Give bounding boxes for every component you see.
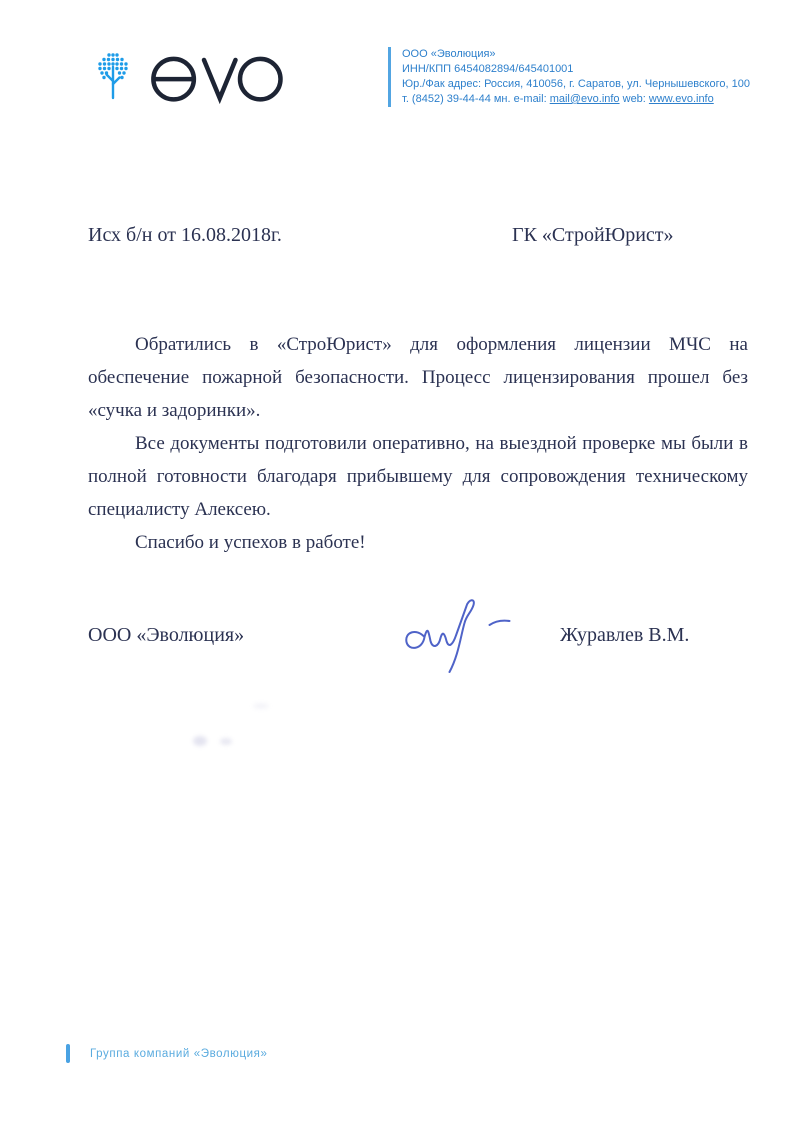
contact-phone-prefix: т. (8452) 39-44-44 мн. e-mail: bbox=[402, 93, 550, 105]
evo-logo bbox=[92, 50, 285, 106]
website-link[interactable]: www.evo.info bbox=[648, 93, 714, 105]
footer bbox=[66, 1044, 267, 1063]
contact-web-label: web: bbox=[619, 93, 649, 105]
footer-group-name: Группа компаний «Эволюция» bbox=[90, 1047, 268, 1060]
scan-smudge bbox=[193, 736, 207, 746]
contact-address: Юр./Фак адрес: Россия, 410056, г. Саратов, ул. Чернышевского, 100 bbox=[402, 78, 750, 90]
footer-accent-bar-icon bbox=[66, 1044, 70, 1063]
evo-tree-icon bbox=[92, 50, 134, 106]
contact-phone-line bbox=[402, 92, 760, 107]
company-contact-block bbox=[388, 47, 760, 107]
signature-company: ООО «Эволюция» bbox=[88, 624, 245, 646]
paragraph-1: Обратились в «СтроЮрист» для оформления лицензии МЧС на обеспечение пожарной безопасности. Процесс лицензирования прошел без «сучка и задоринки». bbox=[88, 334, 748, 421]
brand-name bbox=[92, 78, 93, 79]
contact-inn-kpp: ИНН/КПП 6454082894/645401001 bbox=[402, 63, 574, 75]
letter-body bbox=[88, 328, 748, 559]
outgoing-number: Исх б/н от 16.08.2018г. bbox=[88, 224, 282, 246]
email-link[interactable]: mail@evo.info bbox=[549, 93, 620, 105]
paragraph-3: Спасибо и успехов в работе! bbox=[135, 532, 366, 553]
recipient: ГК «СтройЮрист» bbox=[512, 224, 674, 246]
evo-wordmark bbox=[150, 51, 285, 105]
contact-company-name: ООО «Эволюция» bbox=[402, 48, 496, 60]
scan-smudge bbox=[253, 703, 269, 709]
scan-smudge bbox=[220, 738, 232, 745]
signature-name: Журавлев В.М. bbox=[560, 624, 690, 646]
handwritten-signature bbox=[392, 585, 537, 680]
paragraph-2: Все документы подготовили оперативно, на выездной проверке мы были в полной готовности благодаря прибывшему для сопровождения техническому специалисту Алексею. bbox=[88, 433, 748, 520]
